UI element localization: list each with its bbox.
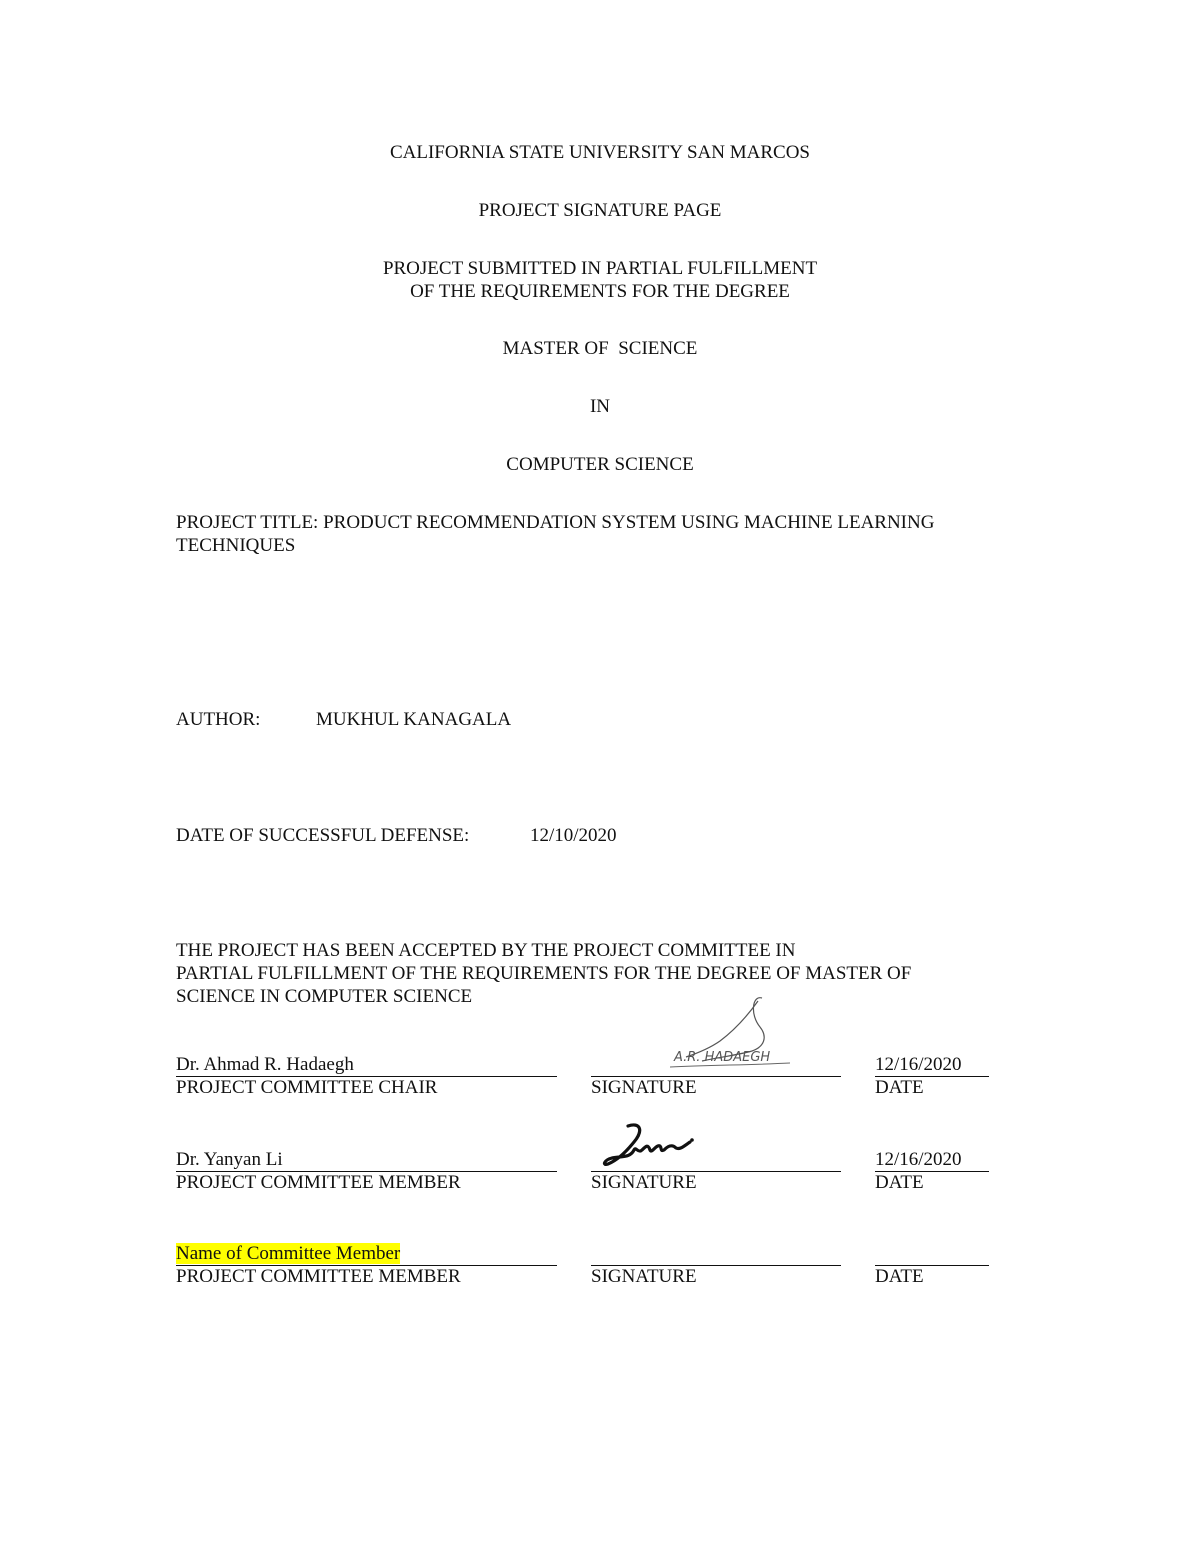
acceptance-line-1: THE PROJECT HAS BEEN ACCEPTED BY THE PROJECT COMMITTEE IN [176,940,796,961]
committee-name-field [176,1243,557,1266]
committee-name: Dr. Yanyan Li [176,1149,283,1170]
committee-name: Dr. Ahmad R. Hadaegh [176,1054,354,1075]
date-field [875,1149,989,1172]
acceptance-line-2: PARTIAL FULFILLMENT OF THE REQUIREMENTS FOR THE DEGREE OF MASTER OF [176,963,912,984]
signature-text: A.R. HADAEGH [674,1050,771,1065]
signed-date: 12/16/2020 [875,1054,962,1075]
field-heading: COMPUTER SCIENCE [506,454,694,475]
committee-name-field [176,1054,557,1077]
date-label: DATE [875,1172,924,1193]
date-field [875,1243,989,1266]
author-label: AUTHOR: [176,709,261,730]
author-name: MUKHUL KANAGALA [316,709,512,730]
date-label: DATE [875,1266,924,1287]
page-title: PROJECT SIGNATURE PAGE [478,200,722,221]
signature-line [591,1243,841,1266]
acceptance-line-3: SCIENCE IN COMPUTER SCIENCE [176,986,473,1007]
signature-label: SIGNATURE [591,1172,697,1193]
committee-name-field [176,1149,557,1172]
signature-label: SIGNATURE [591,1266,697,1287]
signature-label: SIGNATURE [591,1077,697,1098]
committee-role: PROJECT COMMITTEE MEMBER [176,1172,461,1193]
date-label: DATE [875,1077,924,1098]
committee-role: PROJECT COMMITTEE CHAIR [176,1077,438,1098]
submission-line-2: OF THE REQUIREMENTS FOR THE DEGREE [410,281,790,302]
committee-role: PROJECT COMMITTEE MEMBER [176,1266,461,1287]
degree-heading: MASTER OF SCIENCE [502,338,698,359]
date-field [875,1054,989,1077]
university-heading: CALIFORNIA STATE UNIVERSITY SAN MARCOS [389,142,811,163]
handwritten-signature-hadaegh [640,993,810,1073]
defense-label: DATE OF SUCCESSFUL DEFENSE: [176,825,470,846]
committee-name-placeholder: Name of Committee Member [176,1243,401,1264]
signed-date: 12/16/2020 [875,1149,962,1170]
project-title-line-1: PROJECT TITLE: PRODUCT RECOMMENDATION SYSTEM USING MACHINE LEARNING [176,512,935,533]
in-text: IN [589,396,611,417]
defense-date: 12/10/2020 [530,825,617,846]
handwritten-signature-li [600,1120,700,1170]
project-title-line-2: TECHNIQUES [176,535,296,556]
submission-line-1: PROJECT SUBMITTED IN PARTIAL FULFILLMENT [382,258,818,279]
